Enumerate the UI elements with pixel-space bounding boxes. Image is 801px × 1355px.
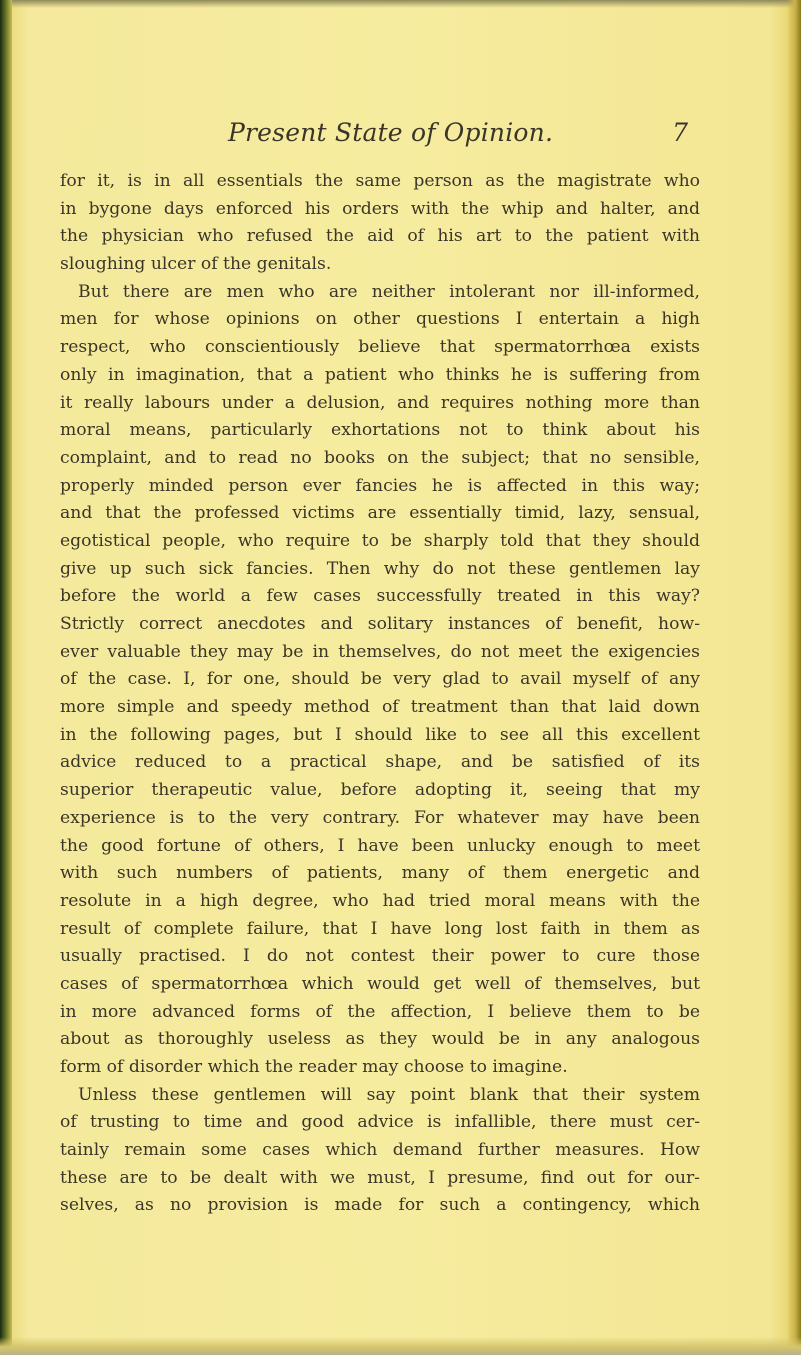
page-right-edge — [787, 0, 801, 1355]
text-line: in the following pages, but I should like to see all this excellent — [60, 724, 700, 745]
body-text — [60, 168, 700, 1220]
text-line: Strictly correct anecdotes and solitary instances of benefit, how- — [60, 614, 700, 634]
text-line: respect, who conscientiously believe that spermatorrhœa exists — [60, 337, 700, 358]
text-line: resolute in a high degree, who had tried moral means with the — [60, 890, 700, 911]
text-line: usually practised. I do not contest their power to cure those — [60, 946, 700, 967]
text-line: and that the professed victims are essentially timid, lazy, sensual, — [60, 503, 700, 524]
text-line: only in imagination, that a patient who thinks he is suffering from — [60, 364, 700, 385]
text-line: it really labours under a delusion, and requires nothing more than — [60, 392, 700, 413]
text-line: result of complete failure, that I have long lost faith in them as — [60, 918, 700, 939]
text-line: more simple and speedy method of treatment than that laid down — [60, 697, 700, 718]
page-bottom-edge — [0, 1337, 801, 1355]
text-line: egotistical people, who require to be sharply told that they should — [60, 530, 700, 551]
text-line: for it, is in all essentials the same person as the magistrate who — [60, 171, 700, 191]
binding-shadow — [0, 0, 12, 1355]
text-line: properly minded person ever fancies he is affected in this way; — [60, 475, 700, 496]
text-line: complaint, and to read no books on the subject; that no sensible, — [60, 447, 700, 468]
text-line: form of disorder which the reader may choose to imagine. — [60, 1057, 568, 1077]
running-head-title: Present State of Opinion. — [228, 118, 554, 147]
running-head — [60, 118, 700, 152]
text-line: ever valuable they may be in themselves, do not meet the exigencies — [60, 641, 700, 662]
page-top-edge — [0, 0, 801, 8]
text-line: advice reduced to a practical shape, and be satisfied of its — [60, 752, 700, 773]
text-line: sloughing ulcer of the genitals. — [60, 254, 332, 275]
text-line: before the world a few cases successfully treated in this way? — [60, 586, 700, 607]
text-line: the physician who refused the aid of his art to the patient with — [60, 226, 700, 247]
text-line: cases of spermatorrhœa which would get well of themselves, but — [60, 973, 700, 994]
text-line: of the case. I, for one, should be very glad to avail myself of any — [60, 669, 700, 690]
text-line: But there are men who are neither intolerant nor ill-informed, — [78, 281, 700, 302]
text-line: the good fortune of others, I have been unlucky enough to meet — [60, 835, 700, 856]
page-number: 7 — [672, 118, 688, 147]
text-line: about as thoroughly useless as they would be in any analogous — [60, 1029, 700, 1050]
text-line: tainly remain some cases which demand further measures. How — [60, 1140, 700, 1161]
text-line: moral means, particularly exhortations not to think about his — [60, 420, 700, 441]
text-line: these are to be dealt with we must, I presume, find out for our- — [60, 1167, 700, 1188]
text-line: in more advanced forms of the affection, I believe them to be — [60, 1001, 700, 1022]
text-line: Unless these gentlemen will say point blank that their system — [78, 1084, 700, 1105]
text-line: of trusting to time and good advice is infallible, there must cer- — [60, 1112, 700, 1133]
text-line: give up such sick fancies. Then why do not these gentlemen lay — [60, 558, 700, 579]
text-line: superior therapeutic value, before adopting it, seeing that my — [60, 780, 700, 801]
text-line: men for whose opinions on other questions I entertain a high — [60, 309, 700, 330]
text-line: in bygone days enforced his orders with the whip and halter, and — [60, 198, 700, 219]
text-line: experience is to the very contrary. For whatever may have been — [60, 807, 700, 828]
text-line: selves, as no provision is made for such a contingency, which — [60, 1195, 700, 1216]
text-line: with such numbers of patients, many of them energetic and — [60, 863, 700, 884]
